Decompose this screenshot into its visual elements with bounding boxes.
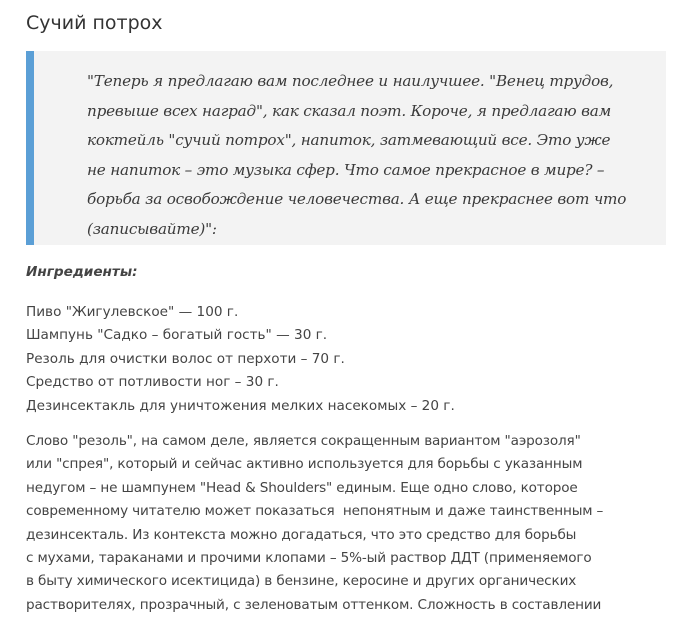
ingredients-list bbox=[26, 301, 455, 418]
quote-line: борьба за освобождение человечества. А еще прекраснее вот что bbox=[87, 190, 627, 208]
paragraph-line: с мухами, тараканами и прочими клопами – 5%-ый раствор ДДТ (применяемого bbox=[26, 550, 592, 567]
article-title: Сучий потрох bbox=[26, 12, 163, 34]
ingredient-item: Резоль для очистки волос от перхоти – 70 г. bbox=[26, 350, 345, 367]
ingredient-item: Дезинсектакль для уничтожения мелких насекомых – 20 г. bbox=[26, 397, 455, 414]
quote-block bbox=[26, 51, 666, 245]
paragraph-line: растворителях, прозрачный, с зеленоватым оттенком. Сложность в составлении bbox=[26, 596, 602, 613]
paragraph-line: современному читателю может показаться непонятным и даже таинственным – bbox=[26, 503, 604, 520]
article-paragraph bbox=[26, 430, 676, 617]
quote-line: не напиток – это музыка сфер. Что самое прекрасное в мире? – bbox=[87, 160, 605, 179]
quote-line: коктейль "сучий потрох", напиток, затмевающий все. Это уже bbox=[87, 131, 611, 149]
paragraph-line: в быту химического исектицида) в бензине, керосине и других органических bbox=[26, 573, 577, 590]
ingredient-item: Шампунь "Садко – богатый гость" — 30 г. bbox=[26, 327, 328, 344]
ingredients-heading: Ингредиенты: bbox=[26, 264, 138, 280]
ingredient-item: Средство от потливости ног – 30 г. bbox=[26, 374, 279, 391]
ingredient-item: Пиво "Жигулевское" — 100 г. bbox=[26, 304, 239, 320]
paragraph-line: дезинсекталь. Из контекста можно догадаться, что это средство для борьбы bbox=[26, 526, 577, 543]
quote-text bbox=[87, 67, 646, 244]
paragraph-line: Слово "резоль", на самом деле, является сокращенным вариантом "аэрозоля" bbox=[26, 433, 581, 449]
quote-line: превыше всех наград", как сказал поэт. Короче, я предлагаю вам bbox=[87, 101, 611, 120]
quote-line: (записывайте)": bbox=[87, 219, 217, 238]
paragraph-line: или "спрея", который и сейчас активно используется для борьбы с указанным bbox=[26, 456, 583, 473]
paragraph-line: недугом – не шампунем "Head & Shoulders" единым. Еще одно слово, которое bbox=[26, 479, 578, 496]
quote-line: "Теперь я предлагаю вам последнее и наилучшее. "Венец трудов, bbox=[87, 72, 614, 90]
